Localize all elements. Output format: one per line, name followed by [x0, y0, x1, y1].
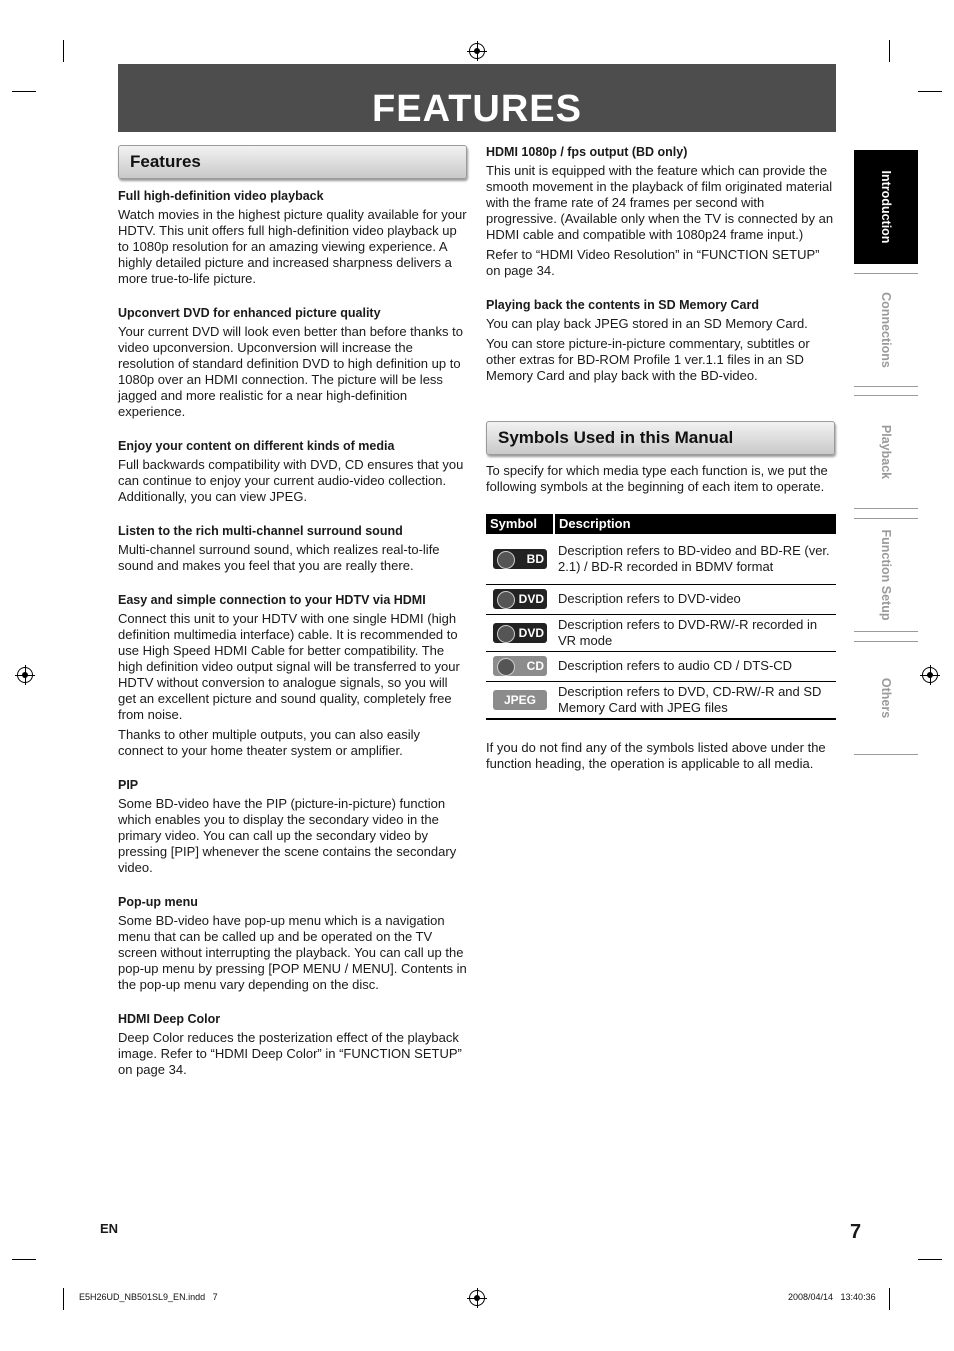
- features-heading: [118, 145, 467, 179]
- registration-mark-icon: [922, 667, 938, 683]
- features-right-column: [486, 144, 836, 402]
- tab-label: Others: [879, 677, 893, 719]
- feature-item: [118, 1011, 468, 1078]
- registration-mark-icon: [17, 667, 33, 683]
- feature-text: Multi-channel surround sound, which realizes real-to-life sound and makes you feel that you are really there.: [118, 542, 440, 573]
- description-column-header: Description: [554, 514, 836, 534]
- table-row: [486, 614, 836, 651]
- feature-text: This unit is equipped with the feature which can provide the smooth movement in the playback of film originated material with the frame rate of 24 frames per second with progressive. (Available only when the TV is connected by an HDMI cable and compatible with 1080p24 frame input.): [486, 163, 834, 242]
- page-title: FEATURES: [372, 88, 582, 130]
- feature-title: Easy and simple connection to your HDTV via HDMI: [118, 593, 426, 607]
- feature-title: Full high-definition video playback: [118, 189, 324, 203]
- symbol-column-header: Symbol: [486, 514, 554, 534]
- crop-mark: [918, 1259, 942, 1260]
- feature-text: Connect this unit to your HDTV with one single HDMI (high definition multimedia interface) cable. It is recommended to use High Speed HDMI Cable for better compatibility. The high definition video output signal will be transferred to your HDTV without conversion to analogue signals, so you will get an excellent picture and sound quality, completely free from noise.: [118, 611, 460, 722]
- feature-title: Pop-up menu: [118, 895, 198, 909]
- feature-item: [486, 297, 836, 384]
- tab-introduction[interactable]: [854, 150, 918, 264]
- table-row: [486, 534, 836, 584]
- feature-title: HDMI Deep Color: [118, 1012, 221, 1026]
- feature-text: Watch movies in the highest picture quality available for your HDTV. This unit offers full high-definition video playback up to 1080p resolution for an amazing viewing experience. A highly detailed picture and increased sharpness delivers a more true-to-life picture.: [118, 207, 467, 286]
- tab-label: Playback: [879, 424, 893, 480]
- feature-title: Playing back the contents in SD Memory Card: [486, 298, 759, 312]
- feature-text: Thanks to other multiple outputs, you can also easily connect to your home theater system or amplifier.: [118, 727, 421, 758]
- feature-title: Listen to the rich multi-channel surround sound: [118, 524, 403, 538]
- dvd-vr-icon: DVD: [493, 623, 547, 643]
- crop-mark: [918, 91, 942, 92]
- registration-mark-icon: [469, 43, 485, 59]
- feature-item: [118, 592, 468, 759]
- feature-item: [486, 144, 836, 279]
- page-title-bar: [118, 64, 836, 132]
- crop-mark: [12, 1259, 36, 1260]
- language-label: EN: [100, 1221, 119, 1236]
- symbol-description: Description refers to DVD, CD-RW/-R and SD Memory Card with JPEG files: [554, 681, 836, 719]
- feature-item: [118, 894, 468, 993]
- feature-text: You can store picture-in-picture commentary, subtitles or other extras for BD-ROM Profile 1 ver.1.1 files in an SD Memory Card and play back with the BD-video.: [486, 336, 810, 383]
- feature-title: PIP: [118, 778, 139, 792]
- feature-text: Full backwards compatibility with DVD, CD ensures that you can continue to enjoy your current audio-video collection. Additionally, you can view JPEG.: [118, 457, 464, 504]
- cd-icon: CD: [493, 656, 547, 676]
- symbols-heading-text: Symbols Used in this Manual: [498, 428, 734, 447]
- tab-label: Introduction: [879, 170, 893, 244]
- symbols-intro-text: To specify for which media type each function is, we put the following symbols at the beginning of each item to operate.: [486, 463, 828, 494]
- tab-connections[interactable]: [854, 273, 918, 387]
- crop-mark: [63, 1288, 64, 1310]
- symbol-description: Description refers to BD-video and BD-RE (ver. 2.1) / BD-R recorded in BDMV format: [554, 534, 836, 584]
- jpeg-icon: JPEG: [493, 690, 547, 710]
- features-heading-text: Features: [130, 152, 201, 171]
- feature-text: You can play back JPEG stored in an SD Memory Card.: [486, 316, 808, 331]
- feature-title: Enjoy your content on different kinds of media: [118, 439, 395, 453]
- feature-text: Deep Color reduces the posterization effect of the playback image. Refer to “HDMI Deep Color” in “FUNCTION SETUP” on page 34.: [118, 1030, 462, 1077]
- symbol-description: Description refers to audio CD / DTS-CD: [554, 651, 836, 681]
- symbols-note-text: If you do not find any of the symbols listed above under the function heading, the operation is applicable to all media.: [486, 740, 826, 771]
- feature-text: Refer to “HDMI Video Resolution” in “FUNCTION SETUP” on page 34.: [486, 247, 820, 278]
- feature-item: [118, 438, 468, 505]
- feature-text: Some BD-video have the PIP (picture-in-picture) function which enables you to display the secondary video in the primary video. You can call up the secondary video by pressing [PIP] whenever the scene contains the secondary video.: [118, 796, 457, 875]
- tab-others[interactable]: [854, 641, 918, 755]
- symbols-note: [486, 740, 831, 772]
- crop-mark: [63, 40, 64, 62]
- feature-item: [118, 305, 468, 420]
- table-row: [486, 681, 836, 719]
- footer-file-name: E5H26UD_NB501SL9_EN.indd 7: [79, 1292, 218, 1302]
- page-number: 7: [850, 1221, 862, 1243]
- symbols-intro: [486, 463, 834, 495]
- table-row: [486, 651, 836, 681]
- feature-item: [118, 188, 468, 287]
- tab-playback[interactable]: [854, 395, 918, 509]
- symbol-description: Description refers to DVD-video: [554, 584, 836, 614]
- registration-mark-icon: [469, 1290, 485, 1306]
- feature-text: Some BD-video have pop-up menu which is a navigation menu that can be called up and be operated on the TV screen without interrupting the playback. You can call up the pop-up menu by pressing [POP MENU / MENU]. Contents in the pop-up menu vary depending on the disc.: [118, 913, 467, 992]
- feature-title: HDMI 1080p / fps output (BD only): [486, 145, 688, 159]
- feature-item: [118, 777, 468, 876]
- feature-title: Upconvert DVD for enhanced picture quality: [118, 306, 381, 320]
- feature-item: [118, 523, 468, 574]
- tab-label: Connections: [879, 292, 893, 368]
- tab-label: Function Setup: [879, 529, 893, 621]
- feature-text: Your current DVD will look even better than before thanks to video upconversion. Upconversion will increase the resolution of standard definition DVD to high definition up to 1080p over an HDMI connection. The picture will be less jagged and more realistic for a near high-definition experience.: [118, 324, 463, 419]
- crop-mark: [889, 1288, 890, 1310]
- dvd-video-icon: DVD: [493, 589, 547, 609]
- crop-mark: [889, 40, 890, 62]
- symbols-heading: [486, 421, 835, 455]
- table-row: [486, 584, 836, 614]
- symbol-description: Description refers to DVD-RW/-R recorded in VR mode: [554, 614, 836, 651]
- crop-mark: [12, 91, 36, 92]
- symbols-table: [486, 514, 836, 720]
- features-left-column: [118, 188, 468, 1096]
- bd-video-icon: BD: [493, 549, 547, 569]
- footer-date: 2008/04/14 13:40:36: [788, 1292, 876, 1302]
- tab-function-setup[interactable]: [854, 518, 918, 632]
